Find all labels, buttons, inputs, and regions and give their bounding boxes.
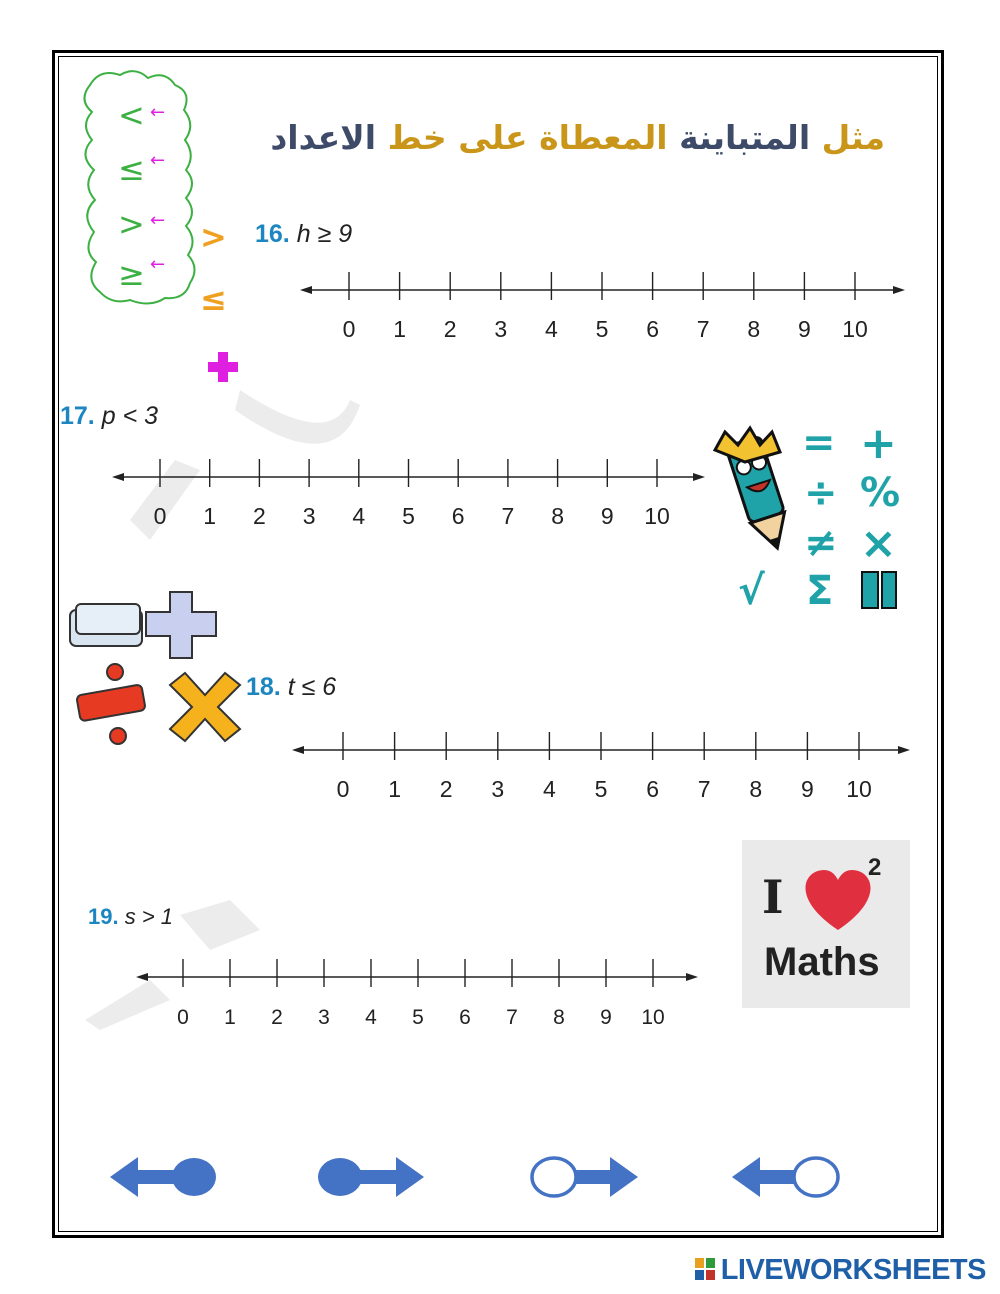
problem-number: 17.	[60, 402, 95, 430]
tick-label: 7	[501, 503, 515, 529]
arrow-icon: ←	[150, 102, 166, 123]
tick-label: 2	[443, 316, 457, 342]
arrow-choice-right-open[interactable]	[532, 1157, 638, 1197]
arrow-head	[732, 1157, 760, 1197]
tick-label: 9	[600, 1006, 612, 1029]
title-word-3: المعطاة	[539, 118, 668, 157]
tick-label: 5	[402, 503, 415, 529]
less-equal-symbol: ≤	[118, 150, 145, 188]
closed-dot-icon	[318, 1158, 362, 1196]
multiply-icon: ×	[860, 518, 897, 569]
tick-label: 9	[798, 316, 811, 342]
tick-label: 3	[491, 776, 505, 802]
tick-label: 6	[646, 316, 659, 342]
tick-label: 9	[600, 503, 614, 529]
tick-label: 8	[553, 1006, 565, 1029]
arrow-icon: ←	[150, 150, 166, 171]
less-equal-symbol-loose: ≤	[200, 280, 227, 318]
problem-number: 19.	[88, 904, 119, 929]
tick-label: 0	[336, 776, 350, 802]
tick-label: 8	[747, 316, 761, 342]
not-equal-icon: ≠	[804, 520, 838, 566]
tick-label: 8	[749, 776, 763, 802]
less-than-symbol: <	[118, 96, 145, 134]
tick-label: 5	[594, 776, 608, 802]
title-word-1: مثل	[821, 118, 885, 157]
problem-inequality: p < 3	[101, 402, 159, 430]
tick-label: 8	[551, 503, 564, 529]
problem-number: 18.	[246, 673, 281, 701]
tick-label: 1	[393, 316, 406, 342]
maths-card-i: I	[762, 870, 784, 924]
tick-label: 4	[545, 316, 558, 342]
tick-label: 2	[439, 776, 453, 802]
tick-label: 9	[801, 776, 814, 802]
tick-label: 10	[644, 503, 670, 529]
greater-than-symbol: >	[118, 205, 145, 243]
plus-icon: +	[860, 418, 897, 469]
liveworksheets-brand: LIVEWORKSHEETS	[720, 1254, 986, 1286]
tick-label: 7	[696, 316, 710, 342]
open-dot-icon	[532, 1158, 576, 1196]
tick-label: 6	[646, 776, 659, 802]
equals-icon: =	[802, 420, 836, 466]
tick-label: 4	[543, 776, 556, 802]
tick-label: 4	[352, 503, 366, 529]
tick-label: 6	[459, 1006, 471, 1029]
tick-label: 0	[342, 316, 356, 342]
problem-inequality: h ≥ 9	[296, 220, 353, 248]
greater-equal-symbol: ≥	[118, 255, 145, 293]
arrow-icon: ←	[150, 254, 166, 275]
tick-label: 3	[494, 316, 508, 342]
sigma-icon: Σ	[806, 568, 834, 614]
square-root-icon: √	[738, 568, 765, 614]
tick-label: 10	[641, 1006, 665, 1029]
liveworksheets-logo-icon	[695, 1258, 715, 1280]
arrow-head	[110, 1157, 138, 1197]
closed-dot-icon	[172, 1158, 216, 1196]
title-word-4: على	[458, 118, 528, 157]
tick-label: 10	[842, 316, 868, 342]
tick-label: 1	[203, 503, 217, 529]
greater-than-symbol-loose: >	[200, 218, 227, 256]
tick-label: 7	[506, 1006, 518, 1029]
tick-label: 4	[365, 1006, 377, 1029]
maths-card-word: Maths	[764, 940, 880, 984]
problem-inequality: t ≤ 6	[287, 673, 337, 701]
maths-card-superscript: 2	[868, 854, 882, 881]
tick-label: 5	[412, 1006, 424, 1029]
title-word-6: الاعداد	[270, 118, 377, 157]
arrow-choice-right-closed[interactable]	[318, 1157, 424, 1197]
tick-label: 7	[697, 776, 711, 802]
tick-label: 5	[595, 316, 609, 342]
arrow-head	[396, 1157, 424, 1197]
tick-label: 3	[302, 503, 316, 529]
tick-label: 0	[153, 503, 167, 529]
divide-icon: ÷	[804, 470, 838, 516]
percent-icon: %	[860, 470, 901, 516]
tick-label: 6	[451, 503, 465, 529]
tick-label: 1	[224, 1006, 236, 1029]
problem-inequality: s > 1	[124, 904, 174, 929]
problem-number: 16.	[255, 220, 290, 248]
arrow-icon: ←	[150, 210, 166, 231]
tick-label: 2	[271, 1006, 283, 1029]
tick-label: 10	[846, 776, 872, 802]
tick-label: 1	[388, 776, 401, 802]
arrow-choice-left-open[interactable]	[732, 1157, 838, 1197]
tick-label: 0	[177, 1006, 189, 1029]
arrow-choice-left-closed[interactable]	[110, 1157, 216, 1197]
title-word-5: خط	[387, 118, 447, 157]
title-word-2: المتباينة	[679, 118, 811, 157]
open-dot-icon	[794, 1158, 838, 1196]
tick-label: 2	[253, 503, 266, 529]
arrow-head	[610, 1157, 638, 1197]
tick-label: 3	[318, 1006, 330, 1029]
